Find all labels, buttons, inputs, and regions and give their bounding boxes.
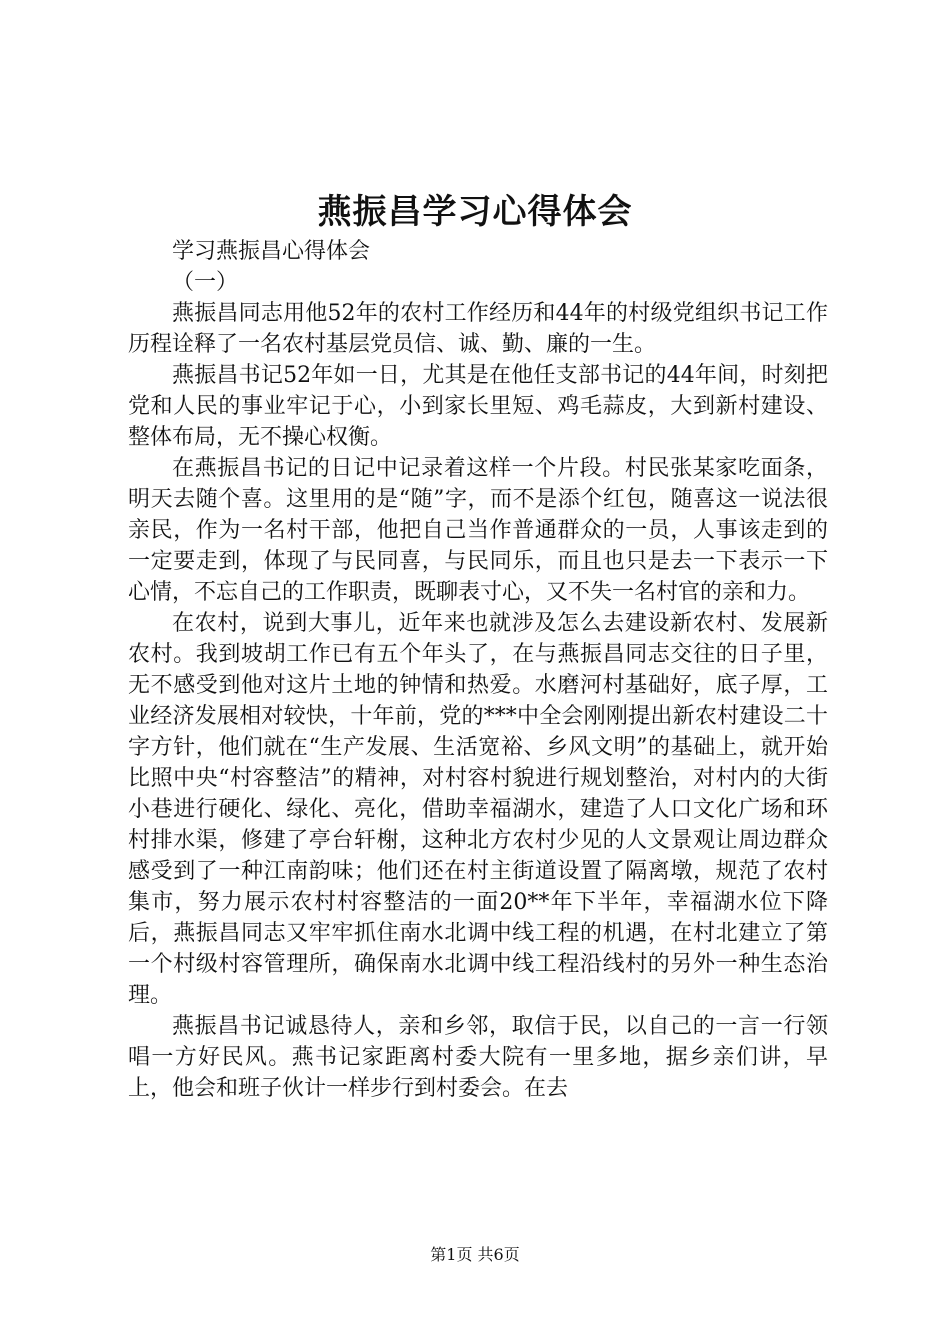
document-title: 燕振昌学习心得体会 xyxy=(317,192,633,232)
document-subtitle: 学习燕振昌心得体会 xyxy=(172,239,371,264)
paragraph: 在燕振昌书记的日记中记录着这样一个片段。村民张某家吃面条，明天去随个喜。这里用的是“随”字，而不是添个红包，随喜这一说法很亲民，作为一名村干部，他把自己当作普通群众的一员，人事该走到的一定要走到，体现了与民同喜，与民同乐，而且也只是去一下表示一下心情，不忘自己的工作职责，既聊表寸心，又不失一名村官的亲和力。 xyxy=(128,456,828,605)
paragraph: 燕振昌同志用他52年的农村工作经历和44年的村级党组织书记工作历程诠释了一名农村基层党员信、诚、勤、廉的一生。 xyxy=(128,301,828,357)
page-footer: 第1页 共6页 xyxy=(430,1245,520,1264)
paragraph: 燕振昌书记诚恳待人，亲和乡邻，取信于民，以自己的一言一行领唱一方好民风。燕书记家距离村委大院有一里多地，据乡亲们讲，早上，他会和班子伙计一样步行到村委会。在去 xyxy=(128,1014,828,1101)
section-marker: （一） xyxy=(172,270,239,295)
paragraph: 燕振昌书记52年如一日，尤其是在他任支部书记的44年间，时刻把党和人民的事业牢记于心，小到家长里短、鸡毛蒜皮，大到新村建设、整体布局，无不操心权衡。 xyxy=(128,363,828,450)
document-body xyxy=(128,236,828,1104)
paragraph: 在农村，说到大事儿，近年来也就涉及怎么去建设新农村、发展新农村。我到坡胡工作已有五个年头了，在与燕振昌同志交往的日子里，无不感受到他对这片土地的钟情和热爱。水磨河村基础好，底子厚，工业经济发展相对较快，十年前，党的***中全会刚刚提出新农村建设二十字方针，他们就在“生产发展、生活宽裕、乡风文明”的基础上，就开始比照中央“村容整洁”的精神，对村容村貌进行规划整治，对村内的大街小巷进行硬化、绿化、亮化，借助幸福湖水，建造了人口文化广场和环村排水渠，修建了亭台轩榭，这种北方农村少见的人文景观让周边群众感受到了一种江南韵味；他们还在村主街道设置了隔离墩，规范了农村集市，努力展示农村村容整洁的一面20**年下半年，幸福湖水位下降后，燕振昌同志又牢牢抓住南水北调中线工程的机遇，在村北建立了第一个村级村容管理所，确保南水北调中线工程沿线村的另外一种生态治理。 xyxy=(128,611,828,1008)
